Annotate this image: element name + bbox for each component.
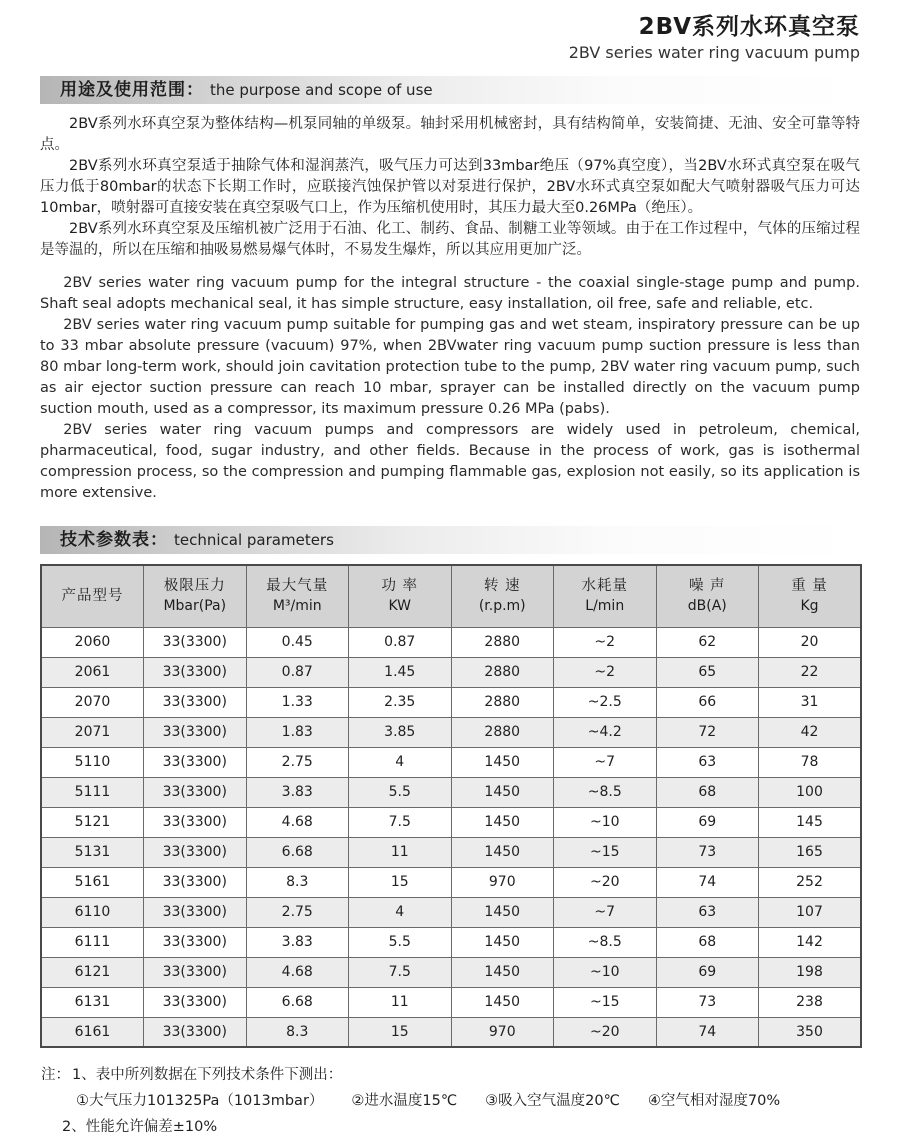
table-cell: 33(3300) (144, 1017, 247, 1047)
table-cell: 33(3300) (144, 627, 247, 657)
table-row (41, 867, 861, 897)
section-header-purpose (40, 76, 860, 104)
table-cell: 1.45 (349, 657, 452, 687)
table-row (41, 957, 861, 987)
col-header-limit-pressure (144, 565, 247, 627)
table-cell: 72 (656, 717, 759, 747)
note-prefix: 注： (41, 1067, 70, 1083)
table-cell: 142 (759, 927, 862, 957)
table-cell: 0.87 (349, 627, 452, 657)
table-cell: 1450 (451, 897, 554, 927)
table-cell: 8.3 (246, 1017, 349, 1047)
table-cell: 970 (451, 867, 554, 897)
table-cell: ~20 (554, 867, 657, 897)
col-header-label: 产品型号 (61, 588, 124, 605)
table-cell: 2880 (451, 627, 554, 657)
col-header-max-capacity (246, 565, 349, 627)
table-cell: 69 (656, 807, 759, 837)
table-cell: 0.87 (246, 657, 349, 687)
table-cell: 74 (656, 867, 759, 897)
col-header-unit: M³/min (272, 598, 322, 615)
table-cell: 1450 (451, 927, 554, 957)
table-cell: 6121 (41, 957, 144, 987)
table-cell: 5111 (41, 777, 144, 807)
table-cell: 145 (759, 807, 862, 837)
document-title-block (40, 8, 860, 62)
table-row (41, 687, 861, 717)
table-cell: 2.75 (246, 747, 349, 777)
table-row (41, 927, 861, 957)
table-cell: 31 (759, 687, 862, 717)
table-cell: 2061 (41, 657, 144, 687)
table-cell: 33(3300) (144, 777, 247, 807)
table-cell: 2070 (41, 687, 144, 717)
table-cell: 73 (656, 987, 759, 1017)
table-cell: 252 (759, 867, 862, 897)
table-cell: 74 (656, 1017, 759, 1047)
table-row (41, 777, 861, 807)
table-cell: 8.3 (246, 867, 349, 897)
table-cell: 42 (759, 717, 862, 747)
note-line-3: 2、性能允许偏差±10% (62, 1119, 218, 1135)
table-cell: 69 (656, 957, 759, 987)
section-parameters-label-en: technical parameters (174, 531, 334, 549)
table-cell: 62 (656, 627, 759, 657)
table-cell: 6.68 (246, 837, 349, 867)
table-cell: 5131 (41, 837, 144, 867)
table-cell: 5.5 (349, 777, 452, 807)
table-cell: ~2.5 (554, 687, 657, 717)
table-cell: 2880 (451, 657, 554, 687)
table-cell: 20 (759, 627, 862, 657)
paragraph-en-1: 2BV series water ring vacuum pump for the integral structure - the coaxial single-stage pump and pump. Shaft seal adopts mechanical seal, it has simple structure, easy installation, oil free, safe and reliable, etc. (40, 275, 860, 312)
col-header-unit: Mbar(Pa) (163, 598, 227, 615)
col-header-label: 水耗量 (581, 578, 628, 595)
table-cell: 73 (656, 837, 759, 867)
table-cell: ~10 (554, 807, 657, 837)
col-header-label: 转 速 (483, 578, 521, 595)
table-cell: 6110 (41, 897, 144, 927)
english-description (40, 273, 860, 504)
table-cell: ~7 (554, 897, 657, 927)
table-cell: 2060 (41, 627, 144, 657)
table-cell: 6111 (41, 927, 144, 957)
notes-block (40, 1062, 860, 1140)
table-cell: 78 (759, 747, 862, 777)
col-header-unit: KW (388, 598, 412, 615)
page-title-english: 2BV series water ring vacuum pump (568, 43, 860, 62)
table-cell: 65 (656, 657, 759, 687)
table-cell: 22 (759, 657, 862, 687)
section-parameters-label-zh: 技术参数表： (60, 530, 168, 550)
chinese-description (40, 114, 860, 261)
note-condition-air-temp: ③吸入空气温度20℃ (485, 1093, 620, 1109)
table-cell: ~8.5 (554, 927, 657, 957)
note-condition-pressure: ①大气压力101325Pa（1013mbar） (76, 1093, 324, 1109)
table-row (41, 627, 861, 657)
table-cell: 238 (759, 987, 862, 1017)
table-cell: 33(3300) (144, 957, 247, 987)
table-cell: 11 (349, 987, 452, 1017)
table-cell: ~8.5 (554, 777, 657, 807)
table-cell: ~15 (554, 837, 657, 867)
col-header-speed (451, 565, 554, 627)
table-cell: 2.35 (349, 687, 452, 717)
table-cell: 33(3300) (144, 717, 247, 747)
col-header-label: 重 量 (791, 578, 828, 595)
table-cell: 68 (656, 777, 759, 807)
table-cell: 33(3300) (144, 897, 247, 927)
parameters-table-body (41, 627, 861, 1047)
table-cell: ~10 (554, 957, 657, 987)
col-header-unit: dB(A) (687, 598, 727, 615)
parameters-table (40, 564, 862, 1048)
table-row (41, 837, 861, 867)
table-cell: 5121 (41, 807, 144, 837)
table-cell: 1450 (451, 777, 554, 807)
section-purpose-label-en: the purpose and scope of use (210, 81, 433, 99)
paragraph-en-2: 2BV series water ring vacuum pump suitable for pumping gas and wet steam, inspiratory pressure can be up to 33 mbar absolute pressure (vacuum) 97%, when 2BVwater ring vacuum pump suction pressure is less than 80 mbar long-term work, should join cavitation protection tube to the pump, 2BV water ring vacuum pump, such as air ejector suction pressure can reach 10 mbar, sprayer can be installed directly on the vacuum pump suction mouth, used as a compressor, its maximum pressure 0.26 MPa (pabs). (40, 317, 860, 417)
col-header-noise (656, 565, 759, 627)
table-cell: 63 (656, 747, 759, 777)
table-cell: 66 (656, 687, 759, 717)
col-header-power (349, 565, 452, 627)
table-cell: 198 (759, 957, 862, 987)
table-cell: 165 (759, 837, 862, 867)
table-cell: 5161 (41, 867, 144, 897)
header-row (41, 565, 861, 627)
table-cell: 6131 (41, 987, 144, 1017)
col-header-weight (759, 565, 862, 627)
table-cell: 5.5 (349, 927, 452, 957)
table-cell: 970 (451, 1017, 554, 1047)
col-header-label: 最大气量 (266, 578, 329, 595)
note-condition-humidity: ④空气相对湿度70% (647, 1093, 781, 1109)
col-header-label: 极限压力 (163, 578, 226, 595)
table-cell: 2.75 (246, 897, 349, 927)
table-cell: 33(3300) (144, 987, 247, 1017)
table-row (41, 897, 861, 927)
table-row (41, 1017, 861, 1047)
table-cell: 3.83 (246, 777, 349, 807)
table-cell: 15 (349, 1017, 452, 1047)
table-cell: 33(3300) (144, 927, 247, 957)
table-cell: 15 (349, 867, 452, 897)
table-cell: 11 (349, 837, 452, 867)
note-line-1 (41, 1062, 860, 1088)
table-cell: 4 (349, 897, 452, 927)
table-cell: 1450 (451, 987, 554, 1017)
table-cell: 6161 (41, 1017, 144, 1047)
col-header-label: 噪 声 (688, 578, 726, 595)
table-cell: 33(3300) (144, 837, 247, 867)
table-cell: 6.68 (246, 987, 349, 1017)
table-row (41, 747, 861, 777)
parameters-table-head (41, 565, 861, 627)
col-header-unit: (r.p.m) (478, 598, 526, 615)
table-cell: 33(3300) (144, 867, 247, 897)
paragraph-zh-2: 2BV系列水环真空泵适于抽除气体和湿润蒸汽，吸气压力可达到33mbar绝压（97%真空度），当2BV水环式真空泵在吸气压力低于80mbar的状态下长期工作时，应联接汽蚀保护管以对泵进行保护，2BV水环式真空泵如配大气喷射器吸气压力可达10mbar，喷射器可直接安装在真空泵吸气口上，作为压缩机使用时，其压力最大至0.26MPa（绝压）。 (40, 158, 860, 216)
table-row (41, 987, 861, 1017)
table-cell: 1.33 (246, 687, 349, 717)
table-cell: 68 (656, 927, 759, 957)
table-cell: 4.68 (246, 807, 349, 837)
table-cell: ~15 (554, 987, 657, 1017)
note-condition-water-temp: ②进水温度15℃ (351, 1093, 458, 1109)
table-cell: 4.68 (246, 957, 349, 987)
table-cell: 3.83 (246, 927, 349, 957)
table-cell: ~20 (554, 1017, 657, 1047)
table-cell: 7.5 (349, 957, 452, 987)
table-cell: 350 (759, 1017, 862, 1047)
table-cell: 100 (759, 777, 862, 807)
table-cell: ~2 (554, 627, 657, 657)
table-cell: 2071 (41, 717, 144, 747)
table-cell: 2880 (451, 717, 554, 747)
table-row (41, 657, 861, 687)
table-cell: 1450 (451, 807, 554, 837)
table-cell: 1450 (451, 747, 554, 777)
table-cell: 63 (656, 897, 759, 927)
col-header-model (41, 565, 144, 627)
table-cell: 33(3300) (144, 747, 247, 777)
note-condition-title: 1、表中所列数据在下列技术条件下测出： (72, 1067, 343, 1083)
table-cell: 7.5 (349, 807, 452, 837)
table-cell: 1450 (451, 957, 554, 987)
table-cell: 5110 (41, 747, 144, 777)
section-purpose-label-zh: 用途及使用范围： (60, 80, 204, 100)
table-cell: 2880 (451, 687, 554, 717)
paragraph-en-3: 2BV series water ring vacuum pumps and compressors are widely used in petroleum, chemical, pharmaceutical, food, sugar industry, and other fields. Because in the process of work, gas is isothermal compression process, so the compression and pumping flammable gas, explosion not easily, so its application is more extensive. (40, 422, 860, 501)
table-row (41, 807, 861, 837)
table-cell: ~2 (554, 657, 657, 687)
col-header-water-consumption (554, 565, 657, 627)
table-cell: 33(3300) (144, 807, 247, 837)
table-cell: 0.45 (246, 627, 349, 657)
table-cell: 33(3300) (144, 657, 247, 687)
col-header-unit: Kg (800, 598, 819, 615)
col-header-label: 功 率 (381, 578, 419, 595)
page-title-chinese: 2BV系列水环真空泵 (638, 14, 860, 40)
col-header-unit: L/min (585, 598, 625, 615)
paragraph-zh-1: 2BV系列水环真空泵为整体结构—机泵同轴的单级泵。轴封采用机械密封，具有结构简单，安装简捷、无油、安全可靠等特点。 (40, 116, 860, 153)
paragraph-zh-3: 2BV系列水环真空泵及压缩机被广泛用于石油、化工、制药、食品、制糖工业等领域。由于在工作过程中，气体的压缩过程是等温的，所以在压缩和抽吸易燃易爆气体时，不易发生爆炸，所以其应用更加广泛。 (40, 221, 860, 258)
table-cell: 1.83 (246, 717, 349, 747)
table-cell: ~7 (554, 747, 657, 777)
table-cell: 4 (349, 747, 452, 777)
table-row (41, 717, 861, 747)
table-cell: 1450 (451, 837, 554, 867)
note-conditions (76, 1088, 860, 1114)
table-cell: 107 (759, 897, 862, 927)
section-header-parameters (40, 526, 860, 554)
table-cell: 33(3300) (144, 687, 247, 717)
table-cell: 3.85 (349, 717, 452, 747)
table-cell: ~4.2 (554, 717, 657, 747)
